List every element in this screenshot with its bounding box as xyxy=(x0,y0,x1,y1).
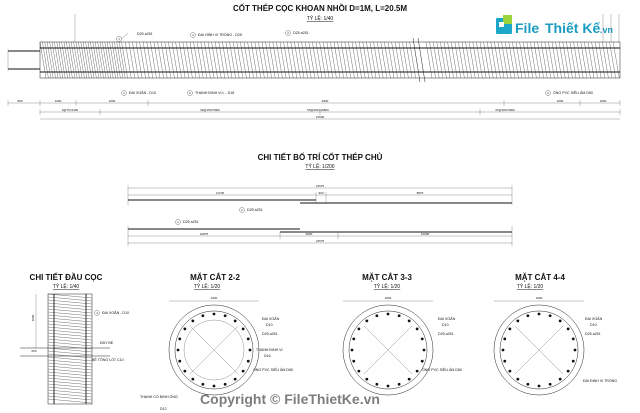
dim-left-small: 800 xyxy=(17,99,23,103)
svg-text:ĐAI ĐỊNH VỊ TRÒNG: ĐAI ĐỊNH VỊ TRÒNG xyxy=(583,379,618,383)
mid-title: CHI TIẾT BỐ TRÍ CỐT THÉP CHỦ xyxy=(257,153,383,162)
dim-d3: 3000 xyxy=(321,99,329,103)
svg-text:6: 6 xyxy=(547,91,549,95)
section-dim: 1000 xyxy=(535,296,543,300)
svg-text:D10: D10 xyxy=(266,323,273,327)
watermark-text: Copyright © FileThietKe.vn xyxy=(200,391,380,407)
detail-label-day-be: ĐÁY BỂ xyxy=(100,341,114,345)
section-3-3 xyxy=(343,273,462,395)
svg-text:ỐNG PVC SIÊU ÂM D60: ỐNG PVC SIÊU ÂM D60 xyxy=(253,368,293,372)
top-label-dan-hinh: ĐAI HÌNH VI TRÒNG - D25 xyxy=(198,33,242,37)
svg-text:4: 4 xyxy=(123,91,125,95)
row2-b: 9000 xyxy=(305,232,313,236)
brand-logo xyxy=(496,15,613,36)
pile-head-detail xyxy=(20,272,129,404)
svg-text:1: 1 xyxy=(118,37,120,41)
svg-text:D25 a251: D25 a251 xyxy=(585,332,601,336)
svg-text:2: 2 xyxy=(287,31,289,35)
mid-center-label: D25 a251 xyxy=(247,208,263,212)
svg-text:5: 5 xyxy=(189,91,191,95)
row1-c: 8875 xyxy=(416,191,424,195)
svg-text:D25 a251: D25 a251 xyxy=(438,332,454,336)
logo-file: File xyxy=(515,20,540,36)
row2-a: 10875 xyxy=(199,232,209,236)
section-scale: TỶ LỆ: 1/20 xyxy=(373,284,401,290)
detail-title: CHI TIẾT ĐẦU CỌC xyxy=(29,273,103,282)
top-label-rebar-a: D25 a251 xyxy=(137,32,153,36)
svg-text:3: 3 xyxy=(192,33,194,37)
dim-total: 21500 xyxy=(315,115,325,119)
detail-dim-top: 1000 xyxy=(31,314,35,322)
section-title: MẶT CẮT 3-3 xyxy=(362,273,412,282)
detail-dim-mid: 600 xyxy=(31,349,37,353)
svg-text:D10: D10 xyxy=(590,323,597,327)
top-label-thanh-dinh: THANH ĐINH VỊ L - D16 xyxy=(195,91,235,95)
section-scale: TỶ LỆ: 1/20 xyxy=(516,284,544,290)
section-scale: TỶ LỆ: 1/20 xyxy=(193,284,221,290)
detail-label-be-tong: BÊ TÔNG LÓT C10 xyxy=(92,358,124,362)
detail-label-dai-xoan: ĐAI XOẮN - D10 xyxy=(102,311,129,315)
section-4-4 xyxy=(494,273,617,395)
row1-b: 900 xyxy=(318,191,324,195)
svg-text:D12: D12 xyxy=(160,407,167,411)
top-label-dai-xoan: ĐAI XOẮN - D10 xyxy=(129,91,156,95)
dim-seg2: 32@150=5000 xyxy=(200,108,220,112)
dim-seg4: 47@300=5000 xyxy=(495,108,515,112)
top-label-ong-pvc: ỐNG PVC SIÊU ÂM D60 xyxy=(553,91,593,95)
section-title: MẶT CẮT 2-2 xyxy=(190,273,240,282)
svg-text:D16: D16 xyxy=(264,354,271,358)
svg-text:THANH ĐINH VỊ: THANH ĐINH VỊ xyxy=(256,348,283,352)
mid-scale: TỶ LỆ: 1/200 xyxy=(305,164,335,170)
svg-text:2: 2 xyxy=(241,208,243,212)
svg-text:D10: D10 xyxy=(442,323,449,327)
dim-d2: 1000 xyxy=(108,99,116,103)
top-label-rebar-b: D25 a251 xyxy=(293,31,309,35)
svg-text:1: 1 xyxy=(177,220,179,224)
logo-tld: .vn xyxy=(600,25,614,35)
row2-label: D25 a251 xyxy=(183,220,199,224)
section-dim: 1000 xyxy=(210,296,218,300)
row2-total: 21575 xyxy=(315,239,325,243)
logo-thietke: Thiết Kế xyxy=(545,20,601,36)
dim-d1: 1000 xyxy=(54,99,62,103)
dim-seg3: 56@300=16800 xyxy=(307,108,329,112)
detail-scale: TỶ LỆ: 1/40 xyxy=(52,284,80,290)
svg-text:THANH CỐ ĐỊNH ỐNG: THANH CỐ ĐỊNH ỐNG xyxy=(140,395,178,399)
spiral-hatch xyxy=(40,42,619,78)
section-title: MẶT CẮT 4-4 xyxy=(515,273,565,282)
svg-text:ĐAI XOẮN: ĐAI XOẮN xyxy=(262,317,280,321)
svg-text:ĐAI XOẮN: ĐAI XOẮN xyxy=(438,317,456,321)
svg-text:ỐNG PVC SIÊU ÂM D60: ỐNG PVC SIÊU ÂM D60 xyxy=(422,368,462,372)
row2-c: 10000 xyxy=(420,232,430,236)
top-scale: TỶ LỆ: 1/40 xyxy=(306,16,334,22)
dim-seg1: 3@75=2400 xyxy=(61,108,79,112)
main-rebar-layout xyxy=(128,152,512,246)
top-title: CỐT THÉP CỌC KHOAN NHỒI D=1M, L=20.5M xyxy=(232,4,408,13)
svg-text:ĐAI XOẮN: ĐAI XOẮN xyxy=(585,317,603,321)
svg-text:D25 a251: D25 a251 xyxy=(262,332,278,336)
row1-total: 21575 xyxy=(315,184,325,188)
section-dim: 1000 xyxy=(384,296,392,300)
dim-d5: 1000 xyxy=(599,99,607,103)
svg-text:4: 4 xyxy=(96,311,98,315)
dim-d4: 1000 xyxy=(556,99,564,103)
row1-a: 11700 xyxy=(215,191,225,195)
